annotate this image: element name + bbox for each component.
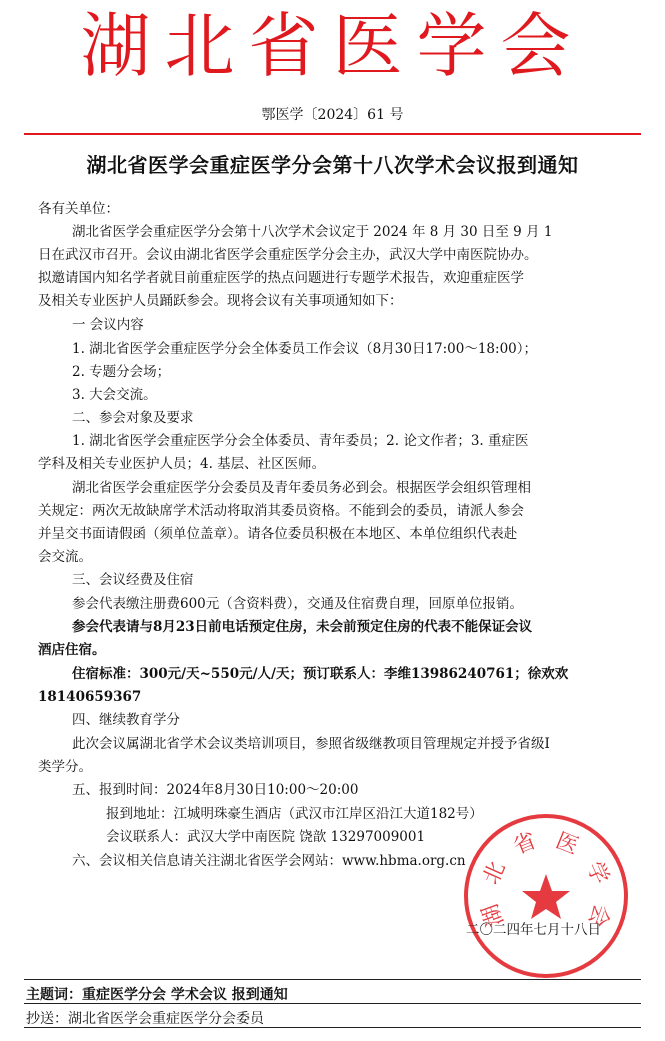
red-divider: [24, 133, 641, 135]
body-line: 湖北省医学会重症医学分会委员及青年委员务必到会。根据医学会组织管理相: [72, 480, 531, 496]
body-line: 日在武汉市召开。会议由湖北省医学会重症医学分会主办，武汉大学中南医院协办。: [38, 247, 538, 263]
body-line: 酒店住宿。: [38, 642, 106, 658]
seal-char: 医: [552, 828, 582, 860]
footer-divider-top: [24, 979, 641, 980]
masthead-org-name: 湖北省医学会: [80, 5, 585, 87]
body-line: 一 会议内容: [72, 317, 144, 333]
body-line: 五、报到时间：2024年8月30日10:00～20:00: [72, 782, 359, 798]
body-line: 1. 湖北省医学会重症医学分会全体委员工作会议（8月30日17:00～18:00）；: [72, 341, 537, 357]
body-line: 四、继续教育学分: [72, 712, 180, 728]
body-line: 参会代表缴注册费600元（含资料费），交通及住宿费自理，回原单位报销。: [72, 596, 524, 612]
seal-char: 省: [510, 828, 540, 860]
body-line: 三、会议经费及住宿: [72, 572, 194, 588]
body-line: 并呈交书面请假函（须单位盖章）。请各位委员积极在本地区、本单位组织代表赴: [38, 526, 518, 542]
cc-recipients: 抄送：湖北省医学会重症医学分会委员: [26, 1011, 264, 1027]
body-line: 关规定：两次无故缺席学术活动将取消其委员资格。不能到会的委员，请派人参会: [38, 503, 524, 519]
body-line: 2. 专题分会场；: [72, 364, 171, 380]
body-line: 类学分。: [38, 759, 92, 775]
body-line: 学科及相关专业医护人员；4. 基层、社区医师。: [38, 456, 326, 472]
footer-divider-middle: [24, 1003, 641, 1004]
body-line: 住宿标准：300元/天~550元/人/天；预订联系人：李维13986240761；徐欢欢: [72, 666, 569, 682]
seal-char: 北: [478, 858, 511, 889]
body-line: 湖北省医学会重症医学分会第十八次学术会议定于 2024 年 8 月 30 日至 9 月 1: [72, 224, 553, 240]
footer-divider-bottom: [24, 1027, 641, 1028]
body-line: 六、会议相关信息请关注湖北省医学会网站：www.hbma.org.cn: [72, 853, 466, 869]
body-line: 此次会议属湖北省学术会议类培训项目，参照省级继教项目管理规定并授予省级I: [72, 736, 550, 752]
body-line: 会议联系人：武汉大学中南医院 饶歆 13297009001: [106, 829, 426, 845]
body-line: 拟邀请国内知名学者就目前重症医学的热点问题进行专题学术报告，欢迎重症医学: [38, 270, 524, 286]
body-line: 各有关单位：: [38, 201, 119, 217]
notice-title: 湖北省医学会重症医学分会第十八次学术会议报到通知: [86, 153, 579, 177]
body-line: 1. 湖北省医学会重症医学分会全体委员、青年委员；2. 论文作者；3. 重症医: [72, 433, 529, 449]
body-line: 及相关专业医护人员踊跃参会。现将会议有关事项通知如下：: [38, 293, 403, 309]
seal-char: 湖: [477, 900, 509, 930]
seal-char: 学: [581, 858, 614, 889]
official-seal: [462, 812, 630, 980]
document-number: 鄂医学〔2024〕61 号: [261, 107, 404, 123]
seal-char: 会: [583, 900, 615, 930]
body-line: 二、参会对象及要求: [72, 410, 194, 426]
body-line: 18140659367: [38, 689, 142, 705]
body-line: 参会代表请与8月23日前电话预定住房，未会前预定住房的代表不能保证会议: [72, 619, 533, 635]
issue-date: 二〇二四年七月十八日: [466, 922, 601, 938]
subject-keywords: 主题词：重症医学分会 学术会议 报到通知: [26, 987, 288, 1003]
body-line: 3. 大会交流。: [72, 387, 157, 403]
body-line: 会交流。: [38, 549, 92, 565]
body-line: 报到地址：江城明珠豪生酒店（武汉市江岸区沿江大道182号）: [106, 806, 483, 822]
